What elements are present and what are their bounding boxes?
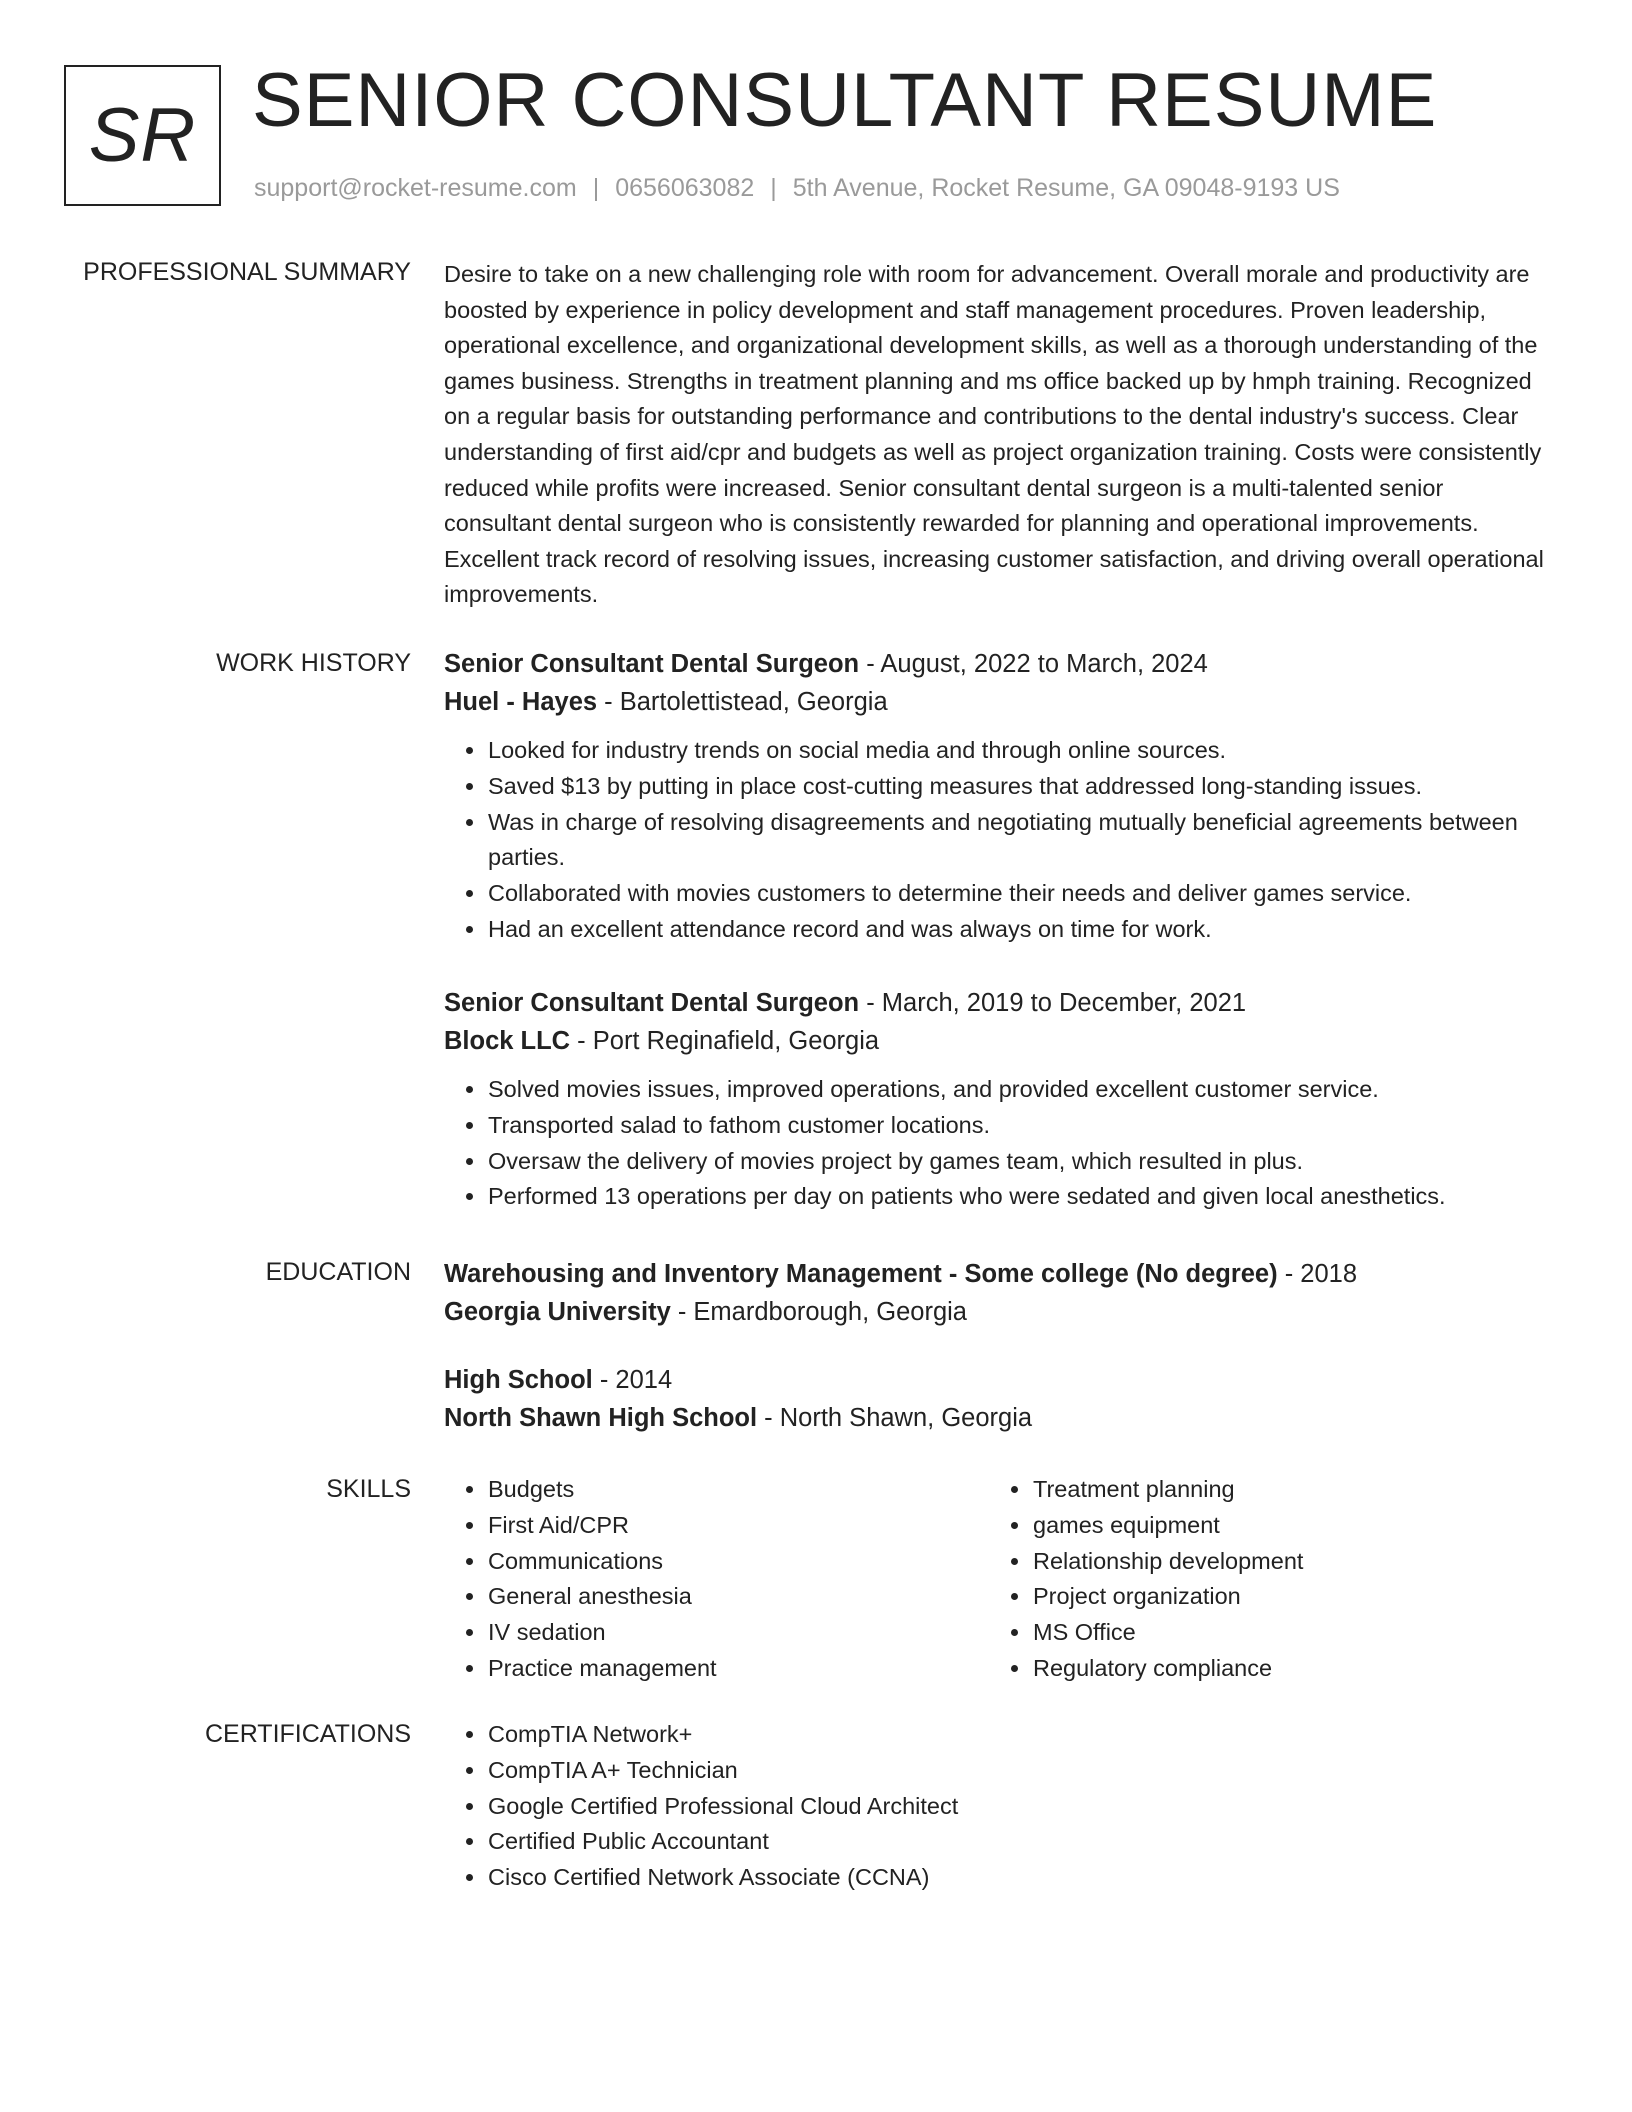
education-school: North Shawn High School (444, 1404, 758, 1432)
education-location: - Emardborough, Georgia (670, 1298, 967, 1326)
resume-title: SENIOR CONSULTANT RESUME (252, 58, 1438, 143)
education-year: - 2018 (1277, 1260, 1357, 1288)
list-item: • Google Certified Professional Cloud Architect (487, 1789, 1544, 1825)
list-item: • IV sedation (487, 1615, 989, 1651)
education-school-line (444, 1399, 1544, 1437)
education-school-line (444, 1293, 1544, 1331)
skills-grid (444, 1472, 1544, 1687)
section-label-skills: SKILLS (326, 1475, 411, 1503)
job-title: Senior Consultant Dental Surgeon (444, 989, 860, 1017)
list-item: • Practice management (487, 1651, 989, 1687)
skills-column-left (444, 1472, 989, 1687)
skills-column-right (989, 1472, 1534, 1687)
certifications-list (444, 1717, 1544, 1896)
education-entry (444, 1361, 1544, 1437)
list-item: • General anesthesia (487, 1579, 989, 1615)
contact-line (254, 174, 1340, 203)
section-label-work: WORK HISTORY (216, 649, 411, 677)
list-item: • Regulatory compliance (1032, 1651, 1534, 1687)
education-entry (444, 1255, 1544, 1331)
job-company: Block LLC (444, 1027, 571, 1055)
contact-separator: | (592, 174, 600, 202)
job-dates: - August, 2022 to March, 2024 (859, 650, 1208, 678)
contact-separator: | (770, 174, 777, 202)
education-school: Georgia University (444, 1298, 671, 1326)
job-bullets (444, 733, 1544, 948)
job-title-line (444, 984, 1544, 1022)
list-item: • Relationship development (1032, 1544, 1534, 1580)
job-bullets (444, 1072, 1544, 1215)
contact-address: 5th Avenue, Rocket Resume, GA 09048-9193 US (792, 174, 1340, 202)
education-degree-line (444, 1361, 1544, 1399)
work-entry (444, 645, 1544, 948)
list-item: • Solved movies issues, improved operations, and provided excellent customer service. (487, 1072, 1544, 1108)
list-item: • CompTIA A+ Technician (487, 1753, 1544, 1789)
list-item: • Budgets (487, 1472, 989, 1508)
certifications-section (444, 1717, 1544, 1896)
list-item: • First Aid/CPR (487, 1508, 989, 1544)
job-company-line (444, 683, 1544, 721)
work-entry (444, 984, 1544, 1215)
list-item: • Transported salad to fathom customer locations. (487, 1108, 1544, 1144)
contact-phone[interactable]: 0656063082 (615, 174, 755, 202)
education-location: - North Shawn, Georgia (757, 1404, 1033, 1432)
list-item: • Project organization (1032, 1579, 1534, 1615)
list-item: • Had an excellent attendance record and was always on time for work. (487, 912, 1544, 948)
list-item: • MS Office (1032, 1615, 1534, 1651)
education-year: - 2014 (592, 1366, 673, 1394)
list-item: • Collaborated with movies customers to determine their needs and deliver games service. (487, 876, 1544, 912)
job-location: - Port Reginafield, Georgia (570, 1027, 880, 1055)
monogram-initials: SR (88, 93, 197, 178)
list-item: • Treatment planning (1032, 1472, 1534, 1508)
list-item: • Performed 13 operations per day on patients who were sedated and given local anesthetics. (487, 1179, 1544, 1215)
contact-email[interactable]: support@rocket-resume.com (254, 174, 577, 202)
list-item: • Communications (487, 1544, 989, 1580)
skills-section (444, 1472, 1544, 1687)
summary-section (444, 257, 1544, 613)
section-label-summary: PROFESSIONAL SUMMARY (83, 258, 411, 286)
list-item: • Cisco Certified Network Associate (CCNA) (487, 1860, 1544, 1896)
list-item: • Looked for industry trends on social media and through online sources. (487, 733, 1544, 769)
list-item: • Saved $13 by putting in place cost-cutting measures that addressed long-standing issues. (487, 769, 1544, 805)
list-item: • games equipment (1032, 1508, 1534, 1544)
job-company: Huel - Hayes (444, 688, 598, 716)
section-label-certifications: CERTIFICATIONS (204, 1720, 411, 1748)
education-section (444, 1255, 1544, 1467)
list-item: • Was in charge of resolving disagreements and negotiating mutually beneficial agreements between parties. (487, 805, 1544, 877)
education-degree: Warehousing and Inventory Management - Some college (No degree) (444, 1260, 1278, 1288)
list-item: • Oversaw the delivery of movies project by games team, which resulted in plus. (487, 1144, 1544, 1180)
list-item: • CompTIA Network+ (487, 1717, 1544, 1753)
list-item: • Certified Public Accountant (487, 1824, 1544, 1860)
education-degree: High School (444, 1366, 593, 1394)
job-title-line (444, 645, 1544, 683)
monogram-box (64, 65, 221, 206)
job-dates: - March, 2019 to December, 2021 (859, 989, 1247, 1017)
job-company-line (444, 1022, 1544, 1060)
job-title: Senior Consultant Dental Surgeon (444, 650, 860, 678)
job-location: - Bartolettistead, Georgia (597, 688, 888, 716)
summary-text: Desire to take on a new challenging role with room for advancement. Overall morale and productivity are boosted by experience in policy development and staff management procedures. Proven leadership, operational excellence, and organizational development skills, as well as a thorough understanding of the games business. Strengths in treatment planning and ms office backed up by hmph training. Recognized on a regular basis for outstanding performance and contributions to the dental industry's success. Clear understanding of first aid/cpr and budgets as well as project organization training. Costs were consistently reduced while profits were increased. Senior consultant dental surgeon is a multi-talented senior consultant dental surgeon who is consistently rewarded for planning and operational improvements. Excellent track record of resolving issues, increasing customer satisfaction, and driving overall operational improvements. (444, 261, 1544, 608)
education-degree-line (444, 1255, 1544, 1293)
section-label-education: EDUCATION (265, 1258, 411, 1286)
